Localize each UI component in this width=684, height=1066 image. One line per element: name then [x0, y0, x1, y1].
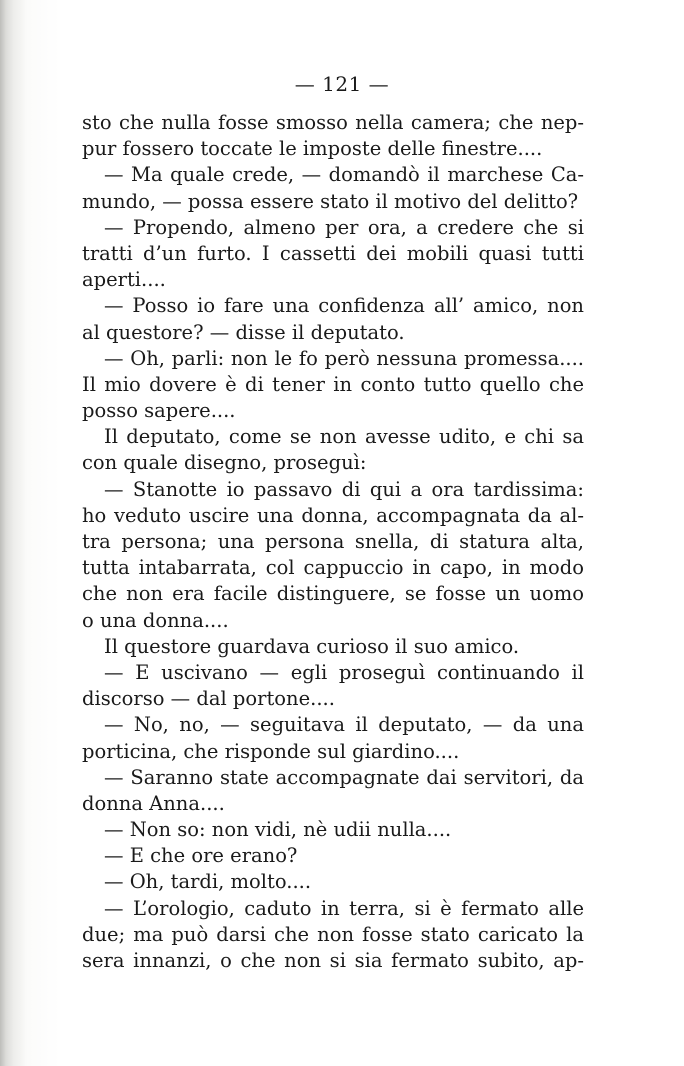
text-line: due; ma può darsi che non fosse stato caricato la — [82, 922, 584, 946]
text-line: posso sapere.... — [82, 399, 236, 423]
text-line: — Oh, parli: non le fo però nessuna promessa.... — [104, 346, 584, 370]
text-line: — E che ore erano? — [104, 844, 298, 868]
text-line: Il questore guardava curioso il suo amico. — [104, 634, 520, 658]
text-line: — Posso io fare una confidenza all’ amico, non — [104, 294, 584, 318]
text-line: — Propendo, almeno per ora, a credere che si — [104, 215, 584, 239]
text-line: — Saranno state accompagnate dai servitori, da — [104, 765, 584, 789]
text-line: donna Anna.... — [82, 791, 225, 815]
text-line: tra persona; una persona snella, di statura alta, — [82, 530, 584, 553]
text-line: — No, no, — seguitava il deputato, — da una — [104, 713, 584, 737]
text-line: mundo, — possa essere stato il motivo del delitto? — [82, 189, 579, 213]
page-number: — 121 — — [294, 72, 390, 96]
text-line: tutta intabarrata, col cappuccio in capo, in modo — [82, 556, 584, 580]
text-line: porticina, che risponde sul giardino.... — [82, 739, 460, 763]
text-line: — E uscivano — egli proseguì continuando il — [104, 660, 584, 684]
body-text — [82, 110, 584, 974]
text-line: o una donna.... — [82, 608, 229, 632]
text-line: — Oh, tardi, molto.... — [104, 870, 312, 894]
text-line: — L’orologio, caduto in terra, si è fermato alle — [104, 896, 584, 920]
text-line: — Stanotte io passavo di qui a ora tardissima: — [104, 477, 584, 501]
text-line: sto che nulla fosse smosso nella camera; che nep- — [82, 111, 584, 134]
text-line: Il deputato, come se non avesse udito, e chi sa — [104, 425, 584, 449]
text-line: Il mio dovere è di tener in conto tutto quello che — [82, 372, 584, 396]
text-line: aperti.... — [82, 268, 166, 292]
text-line: pur fossero toccate le imposte delle finestre.... — [82, 137, 543, 161]
text-line: — Ma quale crede, — domandò il marchese Ca- — [104, 163, 584, 187]
text-line: sera innanzi, o che non si sia fermato subito, ap- — [82, 949, 584, 972]
text-line: — Non so: non vidi, nè udii nulla.... — [104, 818, 452, 842]
text-line: discorso — dal portone.... — [82, 687, 335, 711]
text-line: tratti d’un furto. I cassetti dei mobili quasi tutti — [82, 241, 584, 265]
page-binding-shadow — [0, 0, 26, 1066]
text-line: con quale disegno, proseguì: — [82, 451, 367, 475]
text-line: al questore? — disse il deputato. — [82, 320, 405, 344]
text-line: che non era facile distinguere, se fosse un uomo — [82, 582, 584, 606]
text-line: ho veduto uscire una donna, accompagnata da al- — [82, 503, 584, 527]
